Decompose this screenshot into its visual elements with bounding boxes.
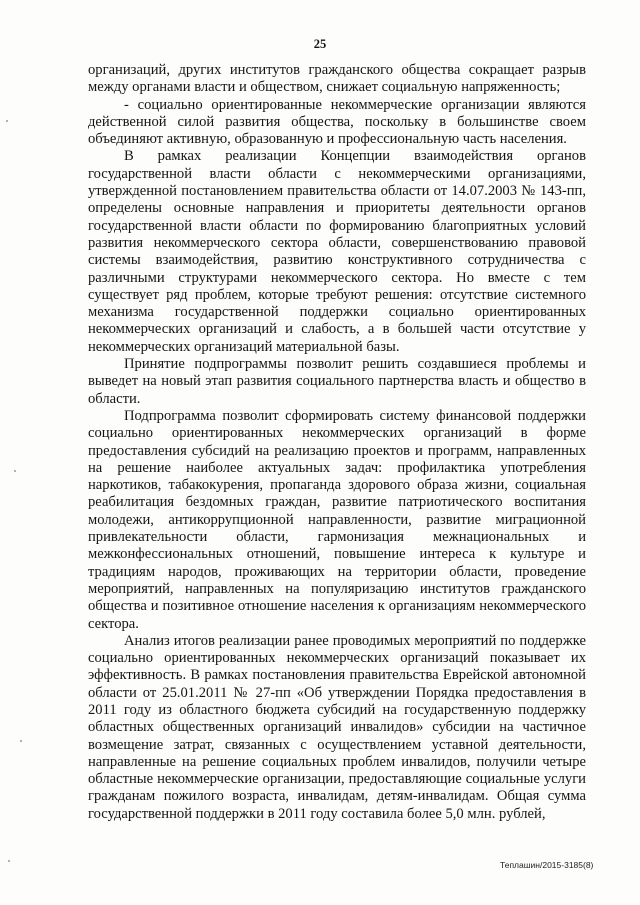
scan-speck: [6, 120, 8, 122]
paragraph-bullet: - социально ориентированные некоммерческие организации являются действенной силой развития общества, поскольку в большинстве своем объединяют активную, образованную и профессиональную часть населения.: [88, 96, 586, 148]
paragraph-subprogram: Подпрограмма позволит сформировать систему финансовой поддержки социально ориентированных некоммерческих организаций в форме предоставления субсидий на реализацию проектов и программ, направленных на решение наиболее актуальных задач: профилактика употребления наркотиков, табакокурения, пропаганда здорового образа жизни, социальная реабилитация бездомных граждан, развитие патриотического воспитания молодежи, антикоррупционной направленности, развитие миграционной привлекательности области, гармонизация межнациональных и межконфессиональных отношений, повышение интереса к культуре и традициям народов, проживающих на территории области, проведение мероприятий, направленных на популяризацию институтов гражданского общества и позитивное отношение населения к организациям некоммерческого сектора.: [88, 407, 586, 632]
scan-speck: [8, 860, 10, 862]
page-number: 25: [313, 37, 327, 51]
paragraph-concept: В рамках реализации Концепции взаимодействия органов государственной власти области с некоммерческими организациями, утвержденной постановлением правительства области от 14.07.2003 № 143-пп, определены основные направления и приоритеты деятельности органов государственной власти области по формированию благоприятных условий развития некоммерческого сектора области, совершенствованию правовой системы взаимодействия, развитию конструктивного сотрудничества с различными структурами некоммерческого сектора. Но вместе с тем существует ряд проблем, которые требуют решения: отсутствие системного механизма государственной поддержки социально ориентированных некоммерческих организаций и слабость, а в большей части отсутствие у некоммерческих организаций материальной базы.: [88, 148, 586, 355]
scan-speck: [20, 740, 22, 742]
paragraph-adoption: Принятие подпрограммы позволит решить создавшиеся проблемы и выведет на новый этап развития социального партнерства власть и общество в области.: [88, 356, 586, 407]
scan-speck: [14, 470, 16, 472]
document-code: Теплашин/2015-3185(8): [500, 860, 594, 870]
document-body: [88, 62, 586, 823]
paragraph-continuation: организаций, других институтов гражданского общества сокращает разрыв между органами власти и обществом, снижает социальную напряженность;: [88, 62, 586, 96]
paragraph-analysis: Анализ итогов реализации ранее проводимых мероприятий по поддержке социально ориентированных некоммерческих организаций показывает их эффективность. В рамках постановления правительства Еврейской автономной области от 25.01.2011 № 27-пп «Об утверждении Порядка предоставления в 2011 году из областного бюджета субсидий на государственную поддержку областных общественных организаций инвалидов» субсидии на частичное возмещение затрат, связанных с осуществлением уставной деятельности, направленные на решение социальных проблем инвалидов, получили четыре областные некоммерческие организации, предоставляющие социальные услуги гражданам пожилого возраста, инвалидам, детям-инвалидам. Общая сумма государственной поддержки в 2011 году составила более 5,0 млн. рублей,: [88, 632, 586, 822]
